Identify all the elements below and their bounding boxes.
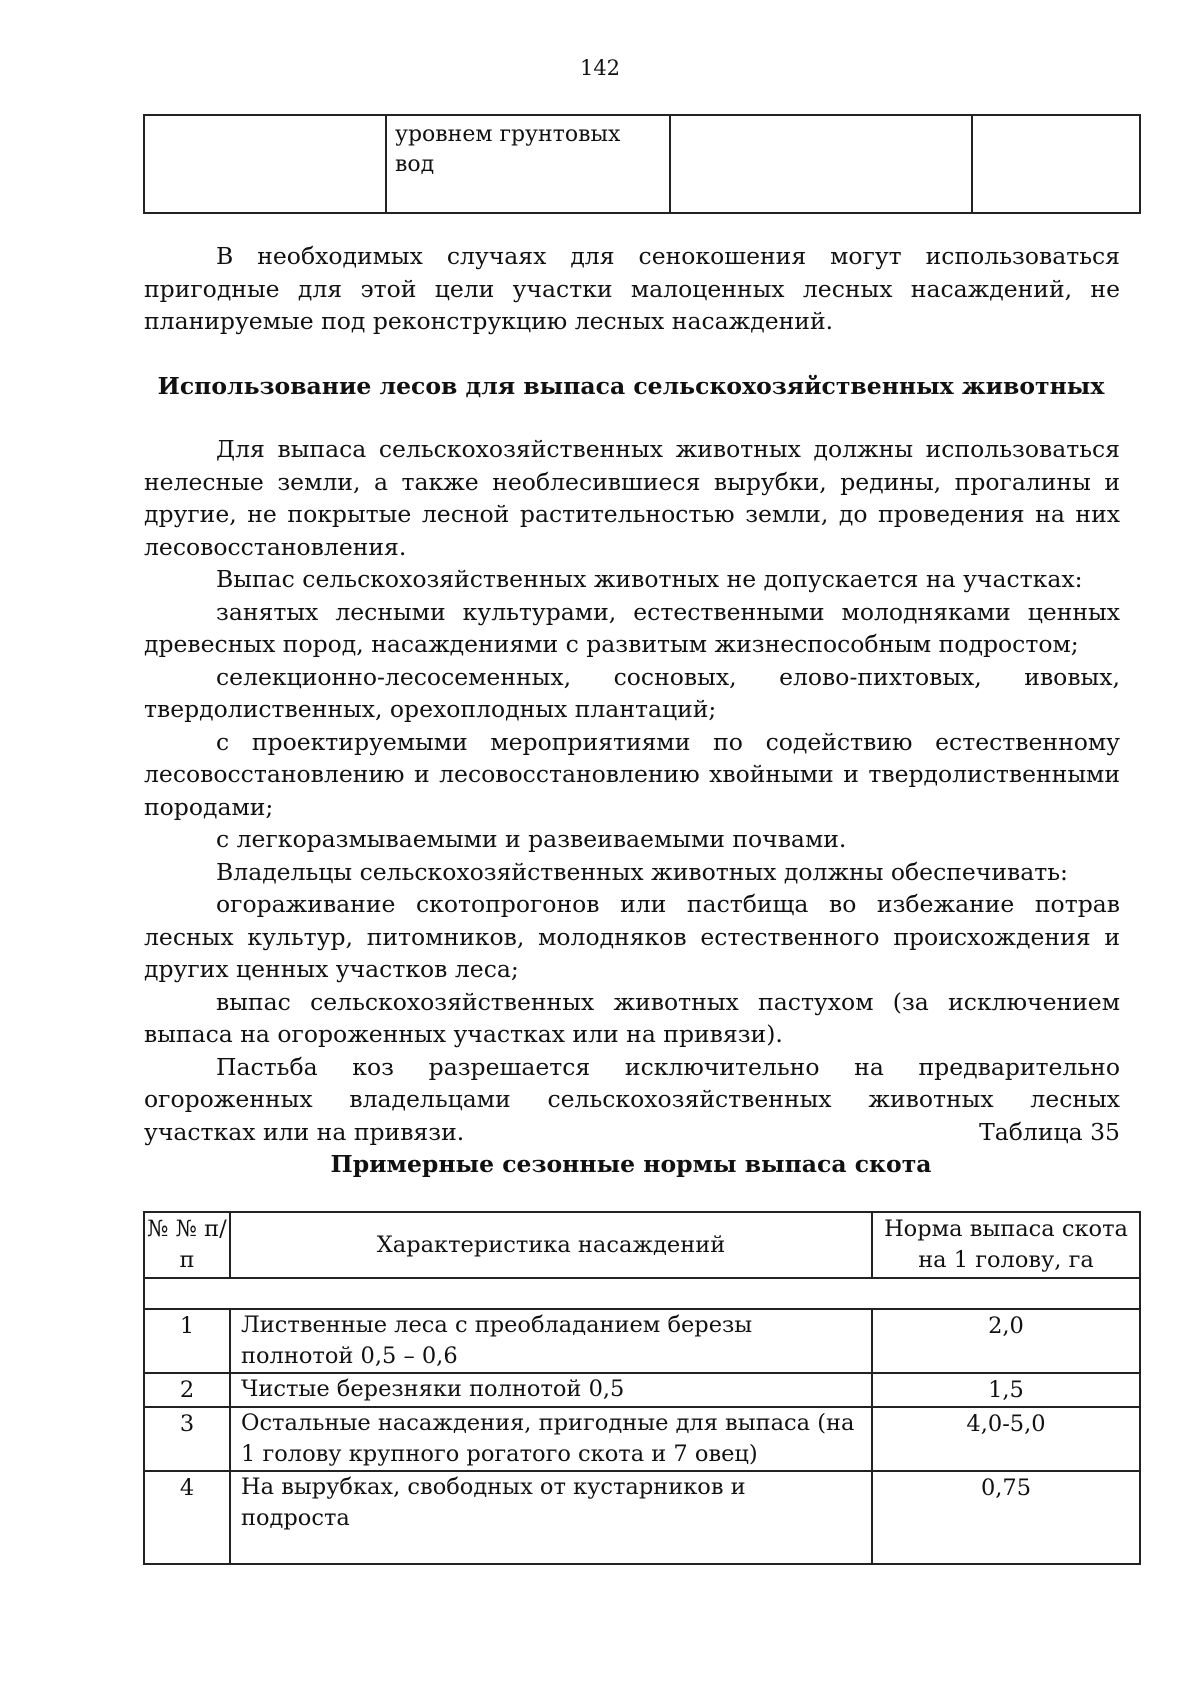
paragraph: Для выпаса сельскохозяйственных животных должны использоваться нелесные земли, а также необлесившиеся вырубки, редины, прогалины и другие, не покрытые лесной растительностью земли, до проведения на них лесовосстановления.: [144, 435, 1120, 561]
row-num: 2: [144, 1373, 230, 1407]
header-num: № № п/п: [144, 1212, 230, 1278]
header-norm: Норма выпаса скота на 1 голову, га: [872, 1212, 1140, 1278]
table-row: [144, 1373, 1140, 1407]
header-characteristic: Характеристика насаждений: [230, 1212, 872, 1278]
row-characteristic: Лиственные леса с преобладанием березы полнотой 0,5 – 0,6: [230, 1309, 872, 1373]
paragraph: Выпас сельскохозяйственных животных не допускается на участках:: [216, 565, 1083, 593]
paragraph: с легкоразмываемыми и развеиваемыми почвами.: [216, 825, 847, 853]
row-norm: 2,0: [872, 1309, 1140, 1373]
row-norm: 4,0-5,0: [872, 1407, 1140, 1471]
paragraph: Владельцы сельскохозяйственных животных должны обеспечивать:: [216, 857, 1068, 886]
row-norm: 0,75: [872, 1471, 1140, 1564]
row-characteristic: На вырубках, свободных от кустарников и подроста: [230, 1471, 872, 1564]
continued-table: [143, 114, 1141, 214]
body-text: [144, 433, 1120, 1148]
intro-paragraph: В необходимых случаях для сенокошения могут использоваться пригодные для этой цели участки малоценных лесных насаждений, не планируемые под реконструкцию лесных насаждений.: [144, 242, 1120, 335]
table-cell: уровнем грунтовых вод: [386, 115, 670, 213]
section-heading: Использование лесов для выпаса сельскохозяйственных животных: [157, 372, 1105, 400]
row-num: 4: [144, 1471, 230, 1564]
row-num: 3: [144, 1407, 230, 1471]
table-cell: [972, 115, 1140, 213]
table-row: [144, 1407, 1140, 1471]
paragraph: занятых лесными культурами, естественными молодняками ценных древесных пород, насаждениями с развитым жизнеспособным подростом;: [144, 597, 1120, 658]
paragraph: Пастьба коз разрешается исключительно на предварительно огороженных владельцами сельскохозяйственных животных лесных участках или на привязи.: [144, 1052, 1120, 1146]
table-caption: Таблица 35: [979, 1118, 1120, 1146]
paragraph: с проектируемыми мероприятиями по содействию естественному лесовосстановлению и лесовосстановлению хвойными и твердолиственными породами;: [144, 727, 1120, 821]
table-cell: [144, 1278, 1140, 1309]
row-norm: 1,5: [872, 1373, 1140, 1407]
paragraph: выпас сельскохозяйственных животных пастухом (за исключением выпаса на огороженных участках или на привязи).: [144, 987, 1120, 1048]
row-characteristic: Остальные насаждения, пригодные для выпаса (на 1 голову крупного рогатого скота и 7 овец): [230, 1407, 872, 1471]
table-header-row: [144, 1212, 1140, 1278]
table-row-empty: [144, 1278, 1140, 1309]
paragraph: огораживание скотопрогонов или пастбища во избежание потрав лесных культур, питомников, молодняков естественного происхождения и других ценных участков леса;: [144, 890, 1120, 983]
table-row: [144, 1471, 1140, 1564]
page-number: 142: [579, 56, 621, 80]
table-title: Примерные сезонные нормы выпаса скота: [330, 1150, 932, 1178]
row-num: 1: [144, 1309, 230, 1373]
table-cell: [670, 115, 972, 213]
table-row: [144, 115, 1140, 213]
row-characteristic: Чистые березняки полнотой 0,5: [230, 1373, 872, 1407]
table-cell: [144, 115, 386, 213]
paragraph: селекционно-лесосеменных, сосновых, елово-пихтовых, ивовых, твердолиственных, орехоплодных плантаций;: [144, 662, 1120, 723]
grazing-norms-table: [143, 1211, 1141, 1565]
table-row: [144, 1309, 1140, 1373]
